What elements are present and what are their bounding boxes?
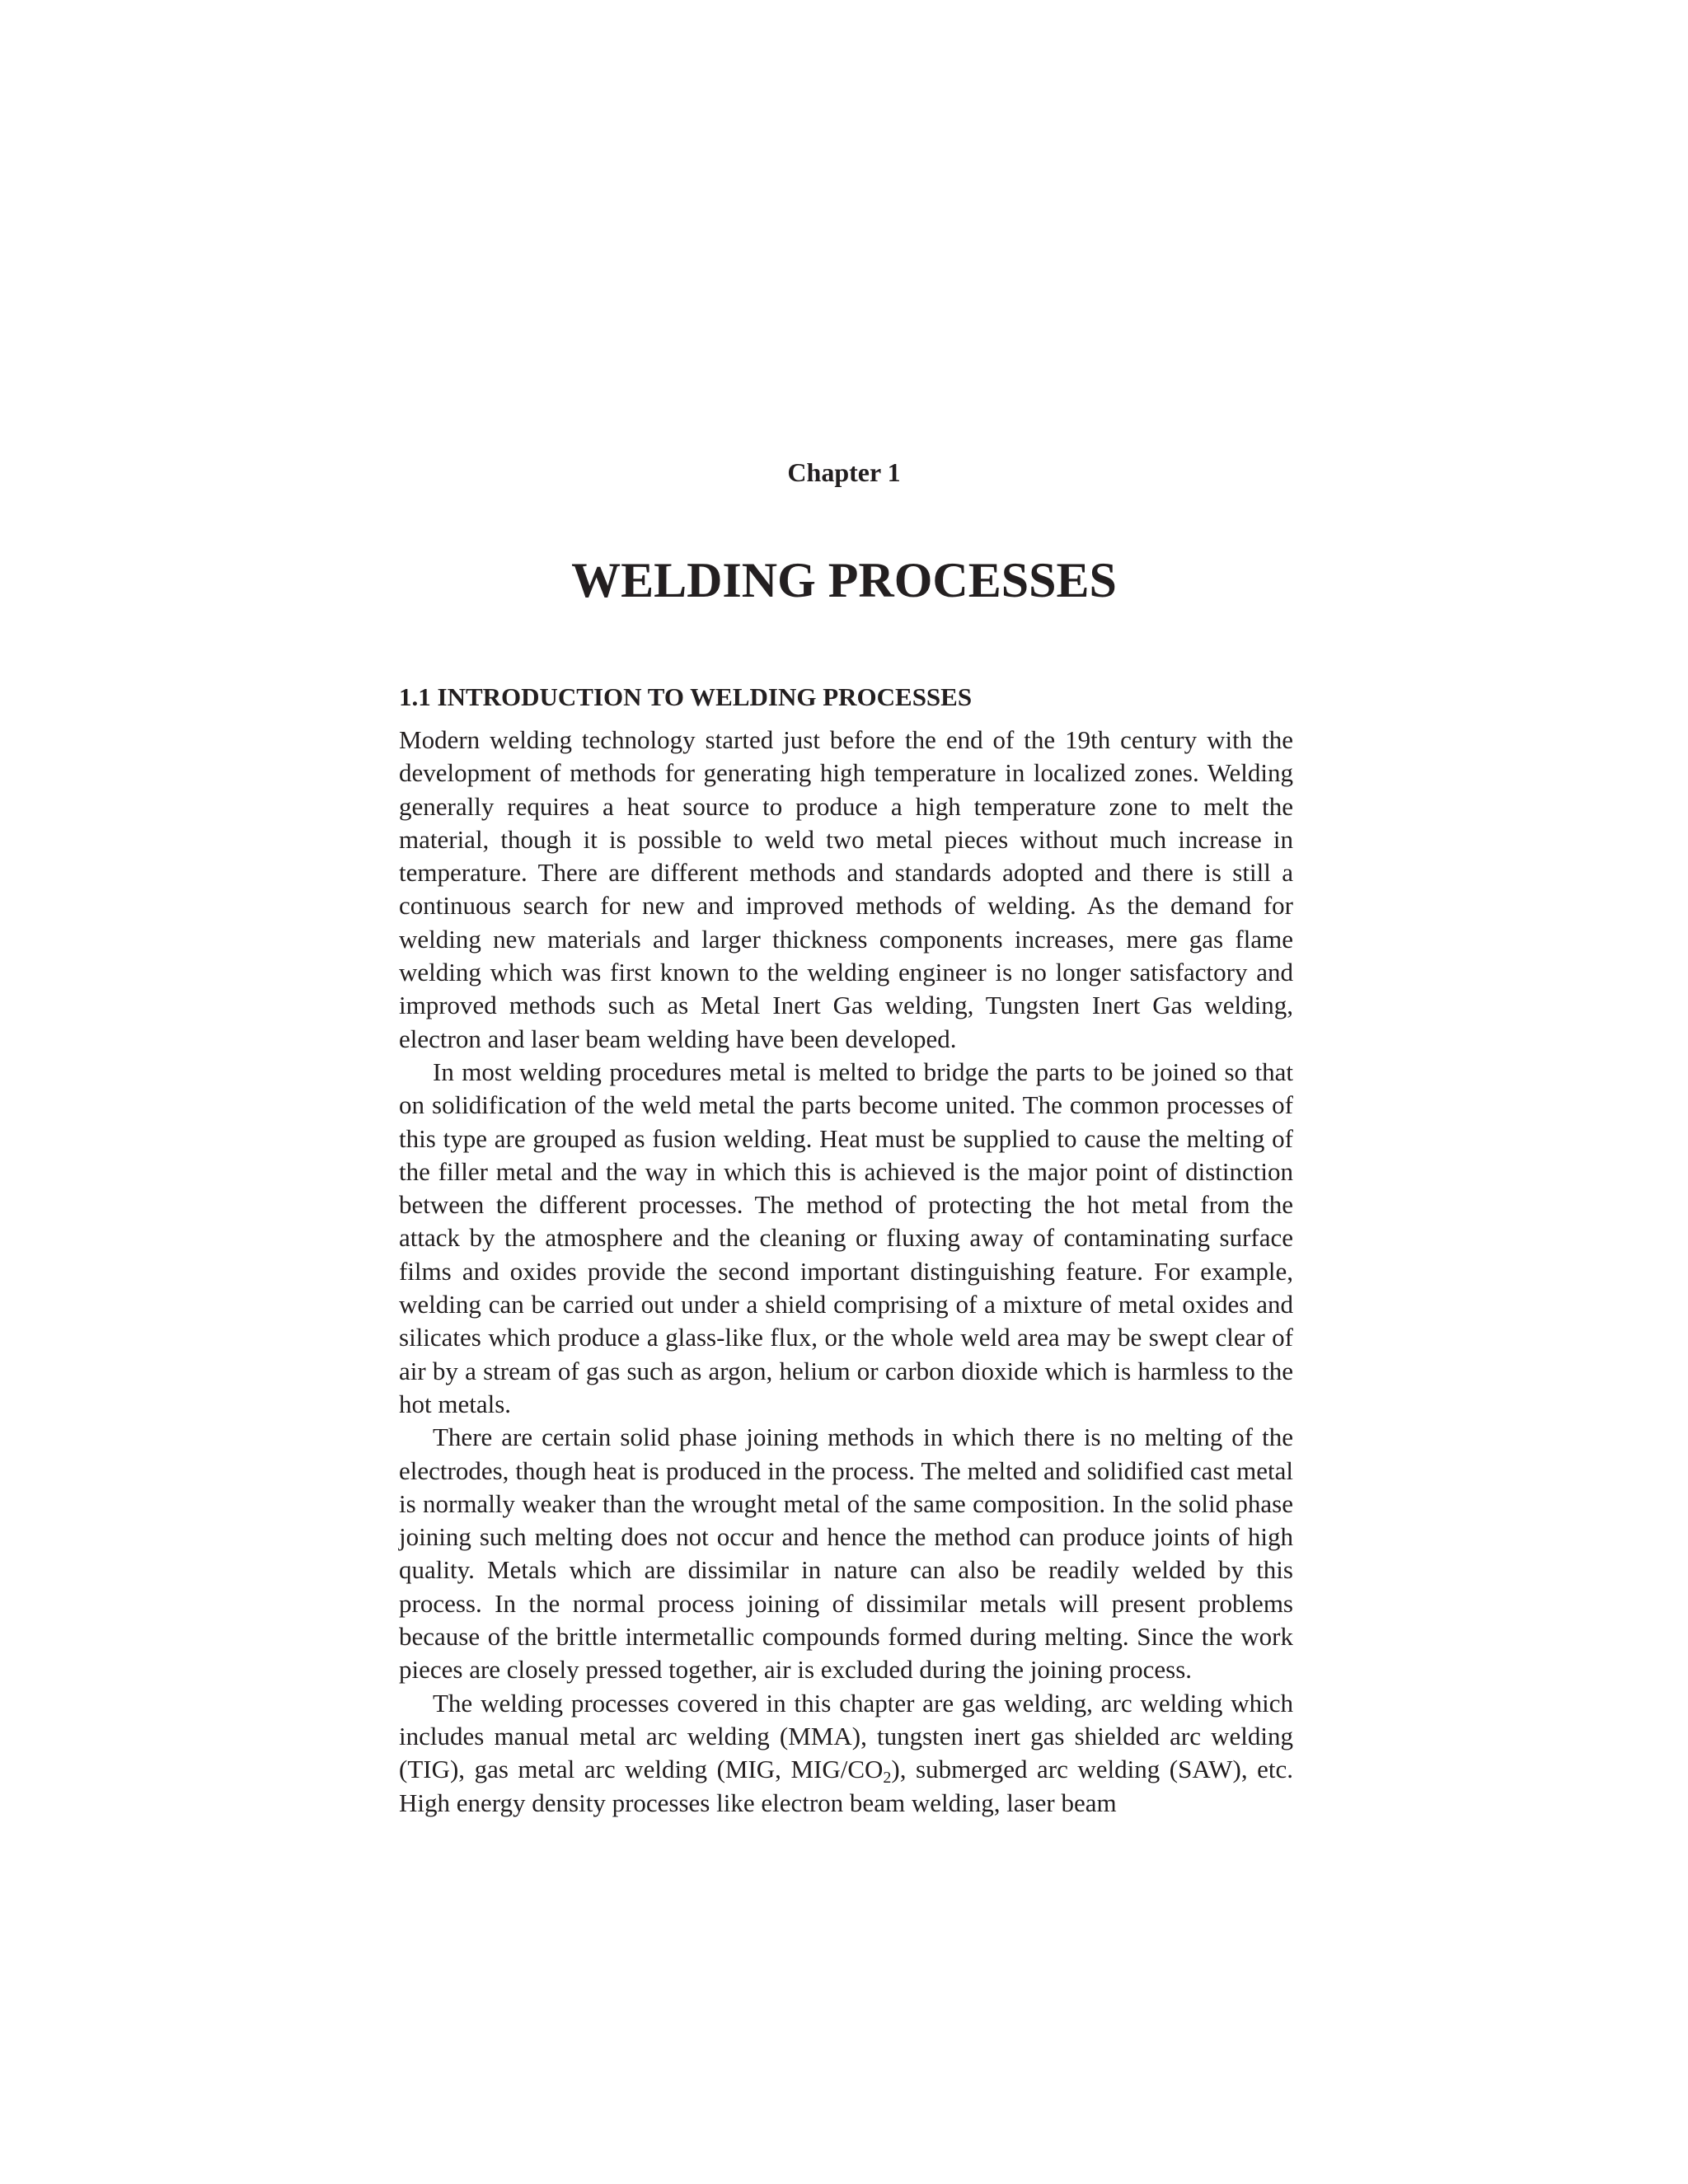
paragraph-3: There are certain solid phase joining methods in which there is no melting of the electrodes, though heat is produced in the process. The melted and solidified cast metal is normally weaker than the wrought metal of the same composition. In the solid phase joining such melting does not occur and hence the method can produce joints of high quality. Metals which are dissimilar in nature can also be readily welded by this process. In the normal process joining of dissimilar metals will present problems because of the brittle intermetallic compounds formed during melting. Since the work pieces are closely pressed together, air is excluded during the joining process. bbox=[399, 1422, 1293, 1685]
body-text bbox=[399, 681, 1293, 1820]
paragraph-4 bbox=[399, 1687, 1293, 1820]
section-heading: 1.1 INTRODUCTION TO WELDING PROCESSES bbox=[399, 682, 973, 711]
subscript-2: 2 bbox=[883, 1769, 892, 1788]
paragraph-4-text-start: The welding processes covered in this chapter are gas welding, arc welding which includes manual metal arc welding (MMA), tungsten inert gas shielded arc welding (TIG), gas metal arc welding (MIG, MIG/CO bbox=[399, 1688, 1293, 1784]
paragraph-2: In most welding procedures metal is melted to bridge the parts to be joined so that on solidification of the weld metal the parts become united. The common processes of this type are grouped as fusion welding. Heat must be supplied to cause the melting of the filler metal and the way in which this is achieved is the major point of distinction between the different processes. The method of protecting the hot metal from the attack by the atmosphere and the cleaning or fluxing away of contaminating surface films and oxides provide the second important distinguishing feature. For example, welding can be carried out under a shield comprising of a mixture of metal oxides and silicates which produce a glass-like flux, or the whole weld area may be swept clear of air by a stream of gas such as argon, helium or carbon dioxide which is harmless to the hot metals. bbox=[399, 1057, 1293, 1418]
chapter-title: WELDING PROCESSES bbox=[571, 553, 1117, 607]
paragraph-4-text-end: ), submerged arc welding (SAW), etc. High energy density processes like electron beam welding, laser beam bbox=[399, 1755, 1293, 1817]
chapter-label: Chapter 1 bbox=[787, 457, 901, 487]
paragraph-1: Modern welding technology started just before the end of the 19th century with the development of methods for generating high temperature in localized zones. Welding generally requires a heat source to produce a high temperature zone to melt the material, though it is possible to weld two metal pieces without much increase in temperature. There are different methods and standards adopted and there is still a continuous search for new and improved methods of welding. As the demand for welding new materials and larger thickness components increases, mere gas flame welding which was first known to the welding engineer is no longer satisfactory and improved methods such as Metal Inert Gas welding, Tungsten Inert Gas welding, electron and laser beam welding have been developed. bbox=[399, 725, 1293, 1053]
